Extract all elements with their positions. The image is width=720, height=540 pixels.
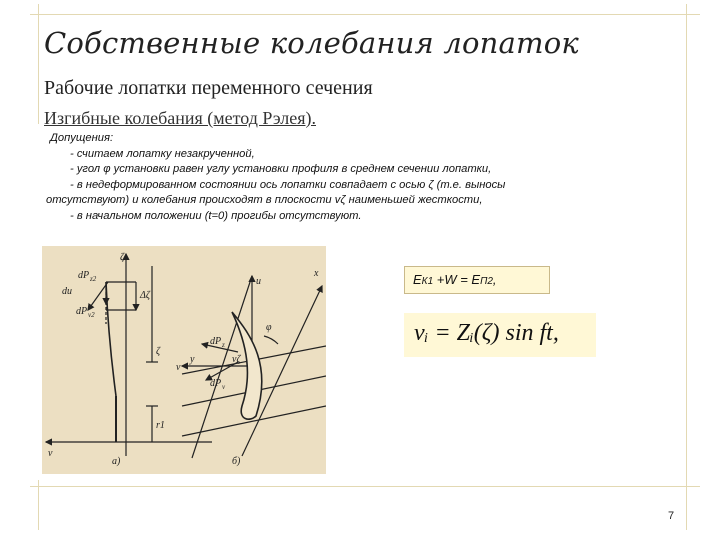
frame-line-left-top	[38, 4, 39, 124]
slide-title: Собственные колебания лопаток	[44, 26, 579, 60]
assumption-line: - считаем лопатку незакрученной,	[70, 147, 255, 160]
figure-label: φ	[266, 322, 272, 333]
figure-label: а)	[112, 456, 121, 467]
assumption-line: - угол φ установки равен углу установки профиля в среднем сечении лопатки,	[70, 163, 492, 175]
assumptions-block	[46, 131, 636, 224]
assumption-line: - в начальном положении (t=0) прогибы отсутствуют.	[70, 209, 362, 222]
figure-label: ζ	[156, 346, 161, 357]
figure-label: v2	[88, 311, 95, 319]
blade-diagram-figure	[42, 246, 326, 474]
figure-label: z	[222, 341, 225, 349]
blade-axis-b	[192, 276, 252, 458]
energy-e: Е	[413, 272, 422, 287]
page-number: 7	[668, 510, 675, 522]
figure-label: r1	[156, 420, 165, 431]
figure-label: x	[314, 268, 319, 279]
figure-label: dP	[210, 378, 222, 389]
frame-line-left-bottom	[38, 480, 39, 530]
energy-mid: +W = Е	[433, 272, 481, 287]
energy-p-sub: П2	[480, 276, 493, 287]
figure-label: u	[256, 276, 261, 287]
section-title: Изгибные колебания (метод Рэлея).	[44, 108, 317, 128]
figure-label: v	[48, 448, 53, 459]
figure-label: ζ	[120, 252, 125, 263]
energy-k-sub: К1	[421, 276, 434, 287]
blade-axis-deflected	[106, 282, 116, 396]
assumption-line: отсутствуют) и колебания происходят в плоскости vζ наименьшей жесткости,	[46, 194, 483, 206]
figure-label: б)	[232, 456, 241, 467]
figure-label: v	[176, 362, 181, 373]
figure-label: du	[62, 286, 72, 297]
energy-equation	[404, 266, 550, 294]
figure-label: Δζ	[140, 290, 150, 301]
frame-line-right	[686, 4, 687, 530]
figure-label: dP	[78, 270, 90, 281]
displacement-formula	[404, 313, 596, 357]
figure-label: dP	[210, 336, 222, 347]
frame-line-bottom	[30, 486, 700, 487]
figure-labels	[48, 252, 319, 467]
assumptions-heading: Допущения:	[50, 132, 114, 144]
assumption-line: - в недеформированном состоянии ось лопатки совпадает с осью ζ (т.е. выносы	[70, 178, 506, 191]
frame-line-top	[30, 14, 700, 15]
figure-label: v	[222, 383, 226, 391]
figure-label: dP	[76, 306, 88, 317]
figure-label: y	[190, 354, 195, 365]
blade-diagram-svg	[42, 246, 326, 474]
slide-subtitle: Рабочие лопатки переменного сечения	[44, 77, 373, 99]
figure-label: vζ	[232, 354, 241, 365]
energy-suffix: ,	[492, 272, 497, 287]
figure-label: z2	[90, 275, 97, 283]
displacement-formula-text: vᵢ = Zᵢ(ζ) sin ft,	[414, 320, 559, 346]
